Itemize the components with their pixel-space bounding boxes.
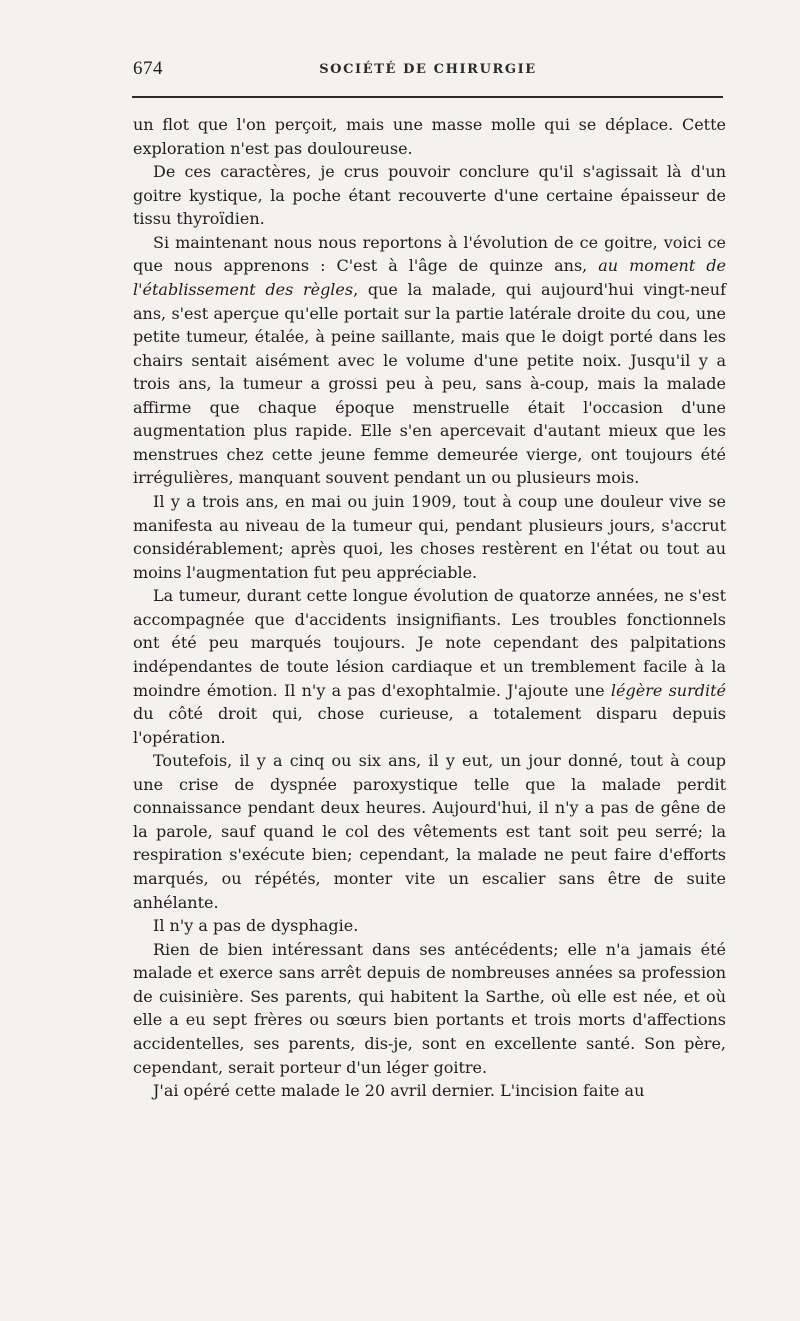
text-run: J'ai opéré cette malade le 20 avril dernier. L'incision faite au bbox=[153, 1081, 645, 1101]
body-text bbox=[133, 113, 726, 1103]
text-run: du côté droit qui, chose curieuse, a totalement disparu depuis l'opération. bbox=[133, 704, 726, 747]
paragraph bbox=[133, 113, 726, 160]
paragraph bbox=[133, 1079, 726, 1103]
text-run: De ces caractères, je crus pouvoir conclure qu'il s'agissait là d'un goitre kystique, la poche étant recouverte d'une certaine épaisseur de tissu thyroïdien. bbox=[133, 162, 726, 229]
text-run: Toutefois, il y a cinq ou six ans, il y eut, un jour donné, tout à coup une crise de dyspnée paroxystique telle que la malade perdit connaissance pendant deux heures. Aujourd'hui, il n'y a pas de gêne de la parole, sauf quand le col des vêtements est tant soit peu serré; la respiration s'exécute bien; cependant, la malade ne peut faire d'efforts marqués, ou répétés, monter vite un escalier sans être de suite anhélante. bbox=[133, 751, 726, 912]
paragraph bbox=[133, 584, 726, 749]
paragraph bbox=[133, 749, 726, 914]
text-run: Rien de bien intéressant dans ses antécédents; elle n'a jamais été malade et exerce sans arrêt depuis de nombreuses années sa profession de cuisinière. Ses parents, qui habitent la Sarthe, où elle est née, et où elle a eu sept frères ou sœurs bien portants et trois morts d'affections accidentelles, ses parents, dis-je, sont en excellente santé. Son père, cependant, serait porteur d'un léger goitre. bbox=[133, 939, 726, 1077]
paragraph bbox=[133, 490, 726, 584]
page-number: 674 bbox=[133, 58, 163, 79]
paragraph bbox=[133, 914, 726, 938]
text-run: Si maintenant nous nous reportons à l'évolution de ce goitre, voici ce que nous apprenons : C'est à l'âge de quinze ans, bbox=[133, 232, 726, 276]
page-header bbox=[133, 58, 723, 84]
text-run: un flot que l'on perçoit, mais une masse molle qui se déplace. Cette exploration n'est pas douloureuse. bbox=[133, 115, 726, 158]
italic-text: au moment de l'établissement des règles bbox=[133, 256, 727, 299]
text-run: Il y a trois ans, en mai ou juin 1909, tout à coup une douleur vive se manifesta au niveau de la tumeur qui, pendant plusieurs jours, s'accrut considérablement; après quoi, les choses restèrent en l'état ou tout au moins l'augmentation fut peu appréciable. bbox=[133, 492, 726, 582]
paragraph bbox=[133, 231, 726, 490]
text-run: Il n'y a pas de dysphagie. bbox=[153, 916, 359, 936]
running-head: SOCIÉTÉ DE CHIRURGIE bbox=[319, 62, 537, 77]
paragraph bbox=[133, 938, 726, 1079]
paragraph bbox=[133, 160, 726, 231]
header-rule bbox=[132, 96, 723, 98]
text-run: , que la malade, qui aujourd'hui vingt-neuf ans, s'est aperçue qu'elle portait sur la partie latérale droite du cou, une petite tumeur, étalée, à peine saillante, mais que le doigt porté dans les chairs sentait aisément avec le volume d'une petite noix. Jusqu'il y a trois ans, la tumeur a grossi peu à peu, sans à-coup, mais la malade affirme que chaque époque menstruelle était l'occasion d'une augmentation plus rapide. Elle s'en apercevait d'autant mieux que les menstrues chez cette jeune femme demeurée vierge, ont toujours été irrégulières, manquant souvent pendant un ou plusieurs mois. bbox=[133, 279, 726, 488]
text-run: La tumeur, durant cette longue évolution de quatorze années, ne s'est accompagnée que d'accidents insignifiants. Les troubles fonctionnels ont été peu marqués toujours. Je note cependant des palpitations indépendantes de toute lésion cardiaque et un tremblement facile à la moindre émotion. Il n'y a pas d'exophtalmie. J'ajoute une bbox=[133, 586, 726, 700]
italic-text: légère surdité bbox=[610, 680, 726, 700]
